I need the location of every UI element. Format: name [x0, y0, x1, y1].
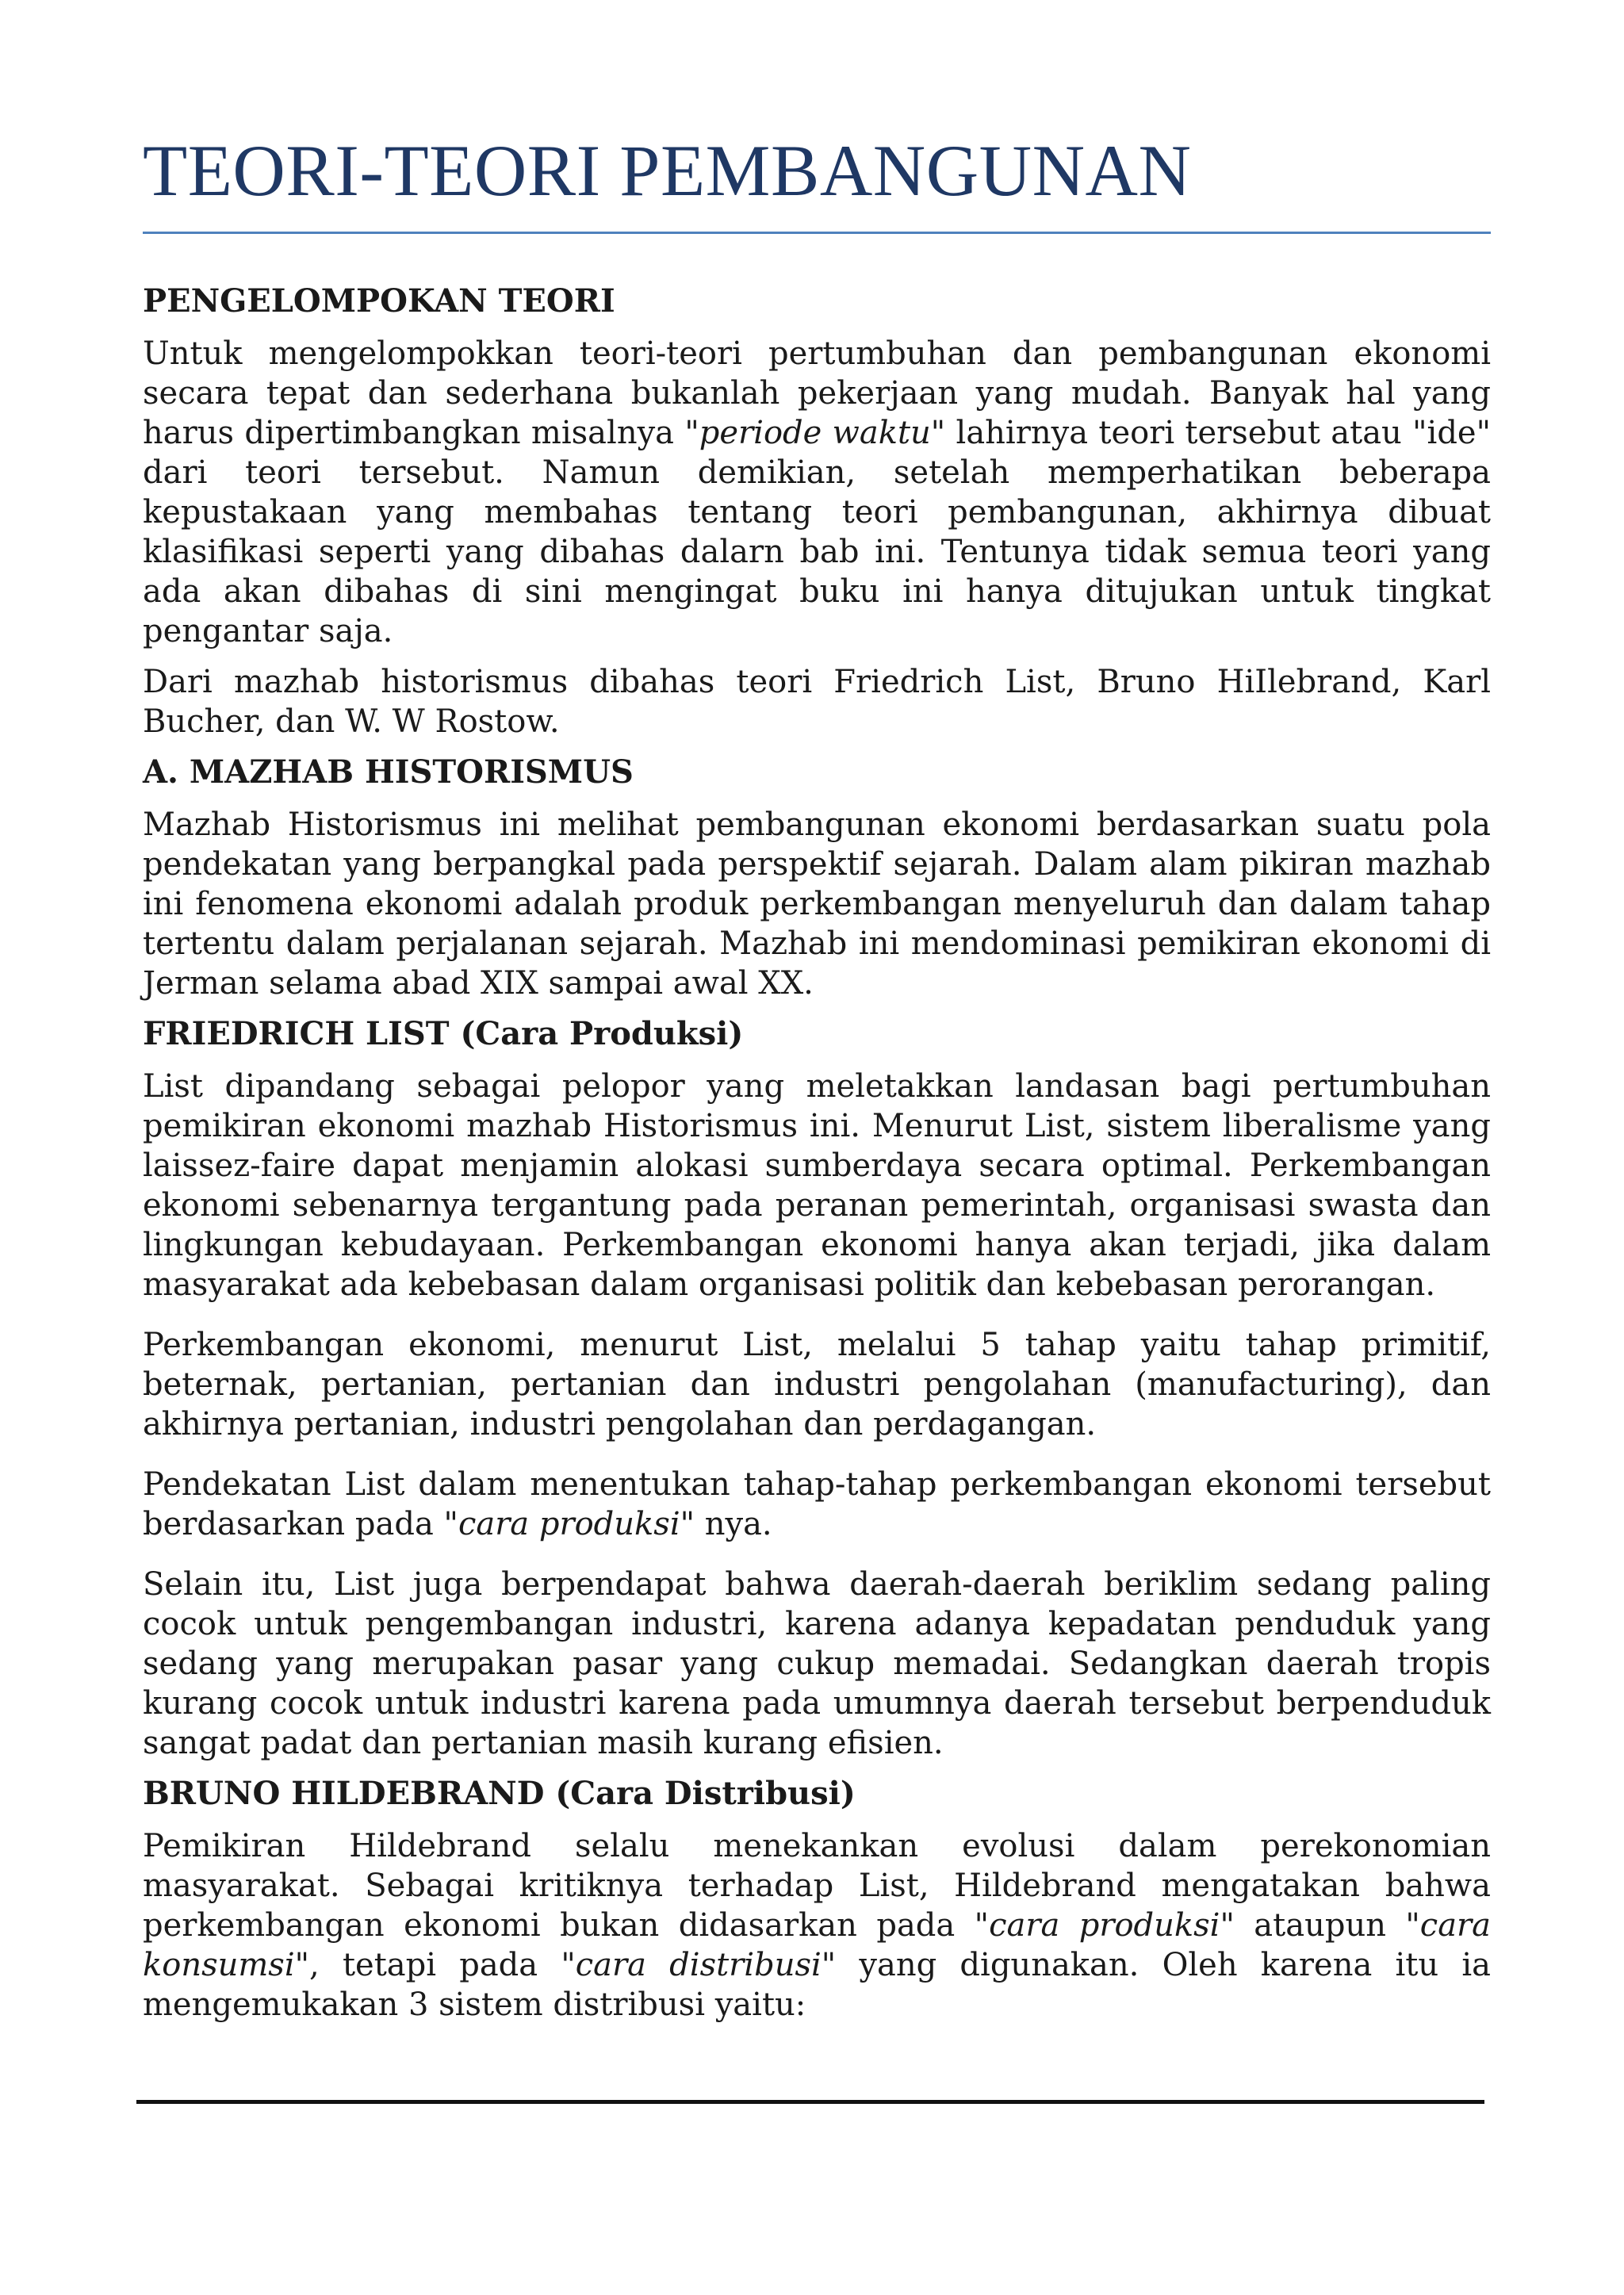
section-pengelompokan-teori: [143, 282, 1491, 741]
footer-divider: [136, 2100, 1484, 2104]
section-mazhab-historismus: [143, 753, 1491, 1003]
section-heading: A. MAZHAB HISTORISMUS: [143, 753, 634, 791]
paragraph: List dipandang sebagai pelopor yang meletakkan landasan bagi pertumbuhan pemikiran ekonomi mazhab Historismus ini. Menurut List, sistem liberalisme yang laissez-faire dapat menjamin alokasi sumberdaya secara optimal. Perkembangan ekonomi sebenarnya tergantung pada peranan pemerintah, organisasi swasta dan lingkungan kebudayaan. Perkembangan ekonomi hanya akan terjadi, jika dalam masyarakat ada kebebasan dalam organisasi politik dan kebebasan perorangan.: [143, 1068, 1491, 1304]
document-page: [143, 127, 1491, 2045]
paragraph: Perkembangan ekonomi, menurut List, melalui 5 tahap yaitu tahap primitif, beternak, pertanian, pertanian dan industri pengolahan (manufacturing), dan akhirnya pertanian, industri pengolahan dan perdagangan.: [143, 1327, 1491, 1443]
paragraph: Untuk mengelompokkan teori-teori pertumbuhan dan pembangunan ekonomi secara tepat dan sederhana bukanlah pekerjaan yang mudah. Banyak hal yang harus dipertimbangkan misalnya "periode waktu" lahirnya teori tersebut atau "ide" dari teori tersebut. Namun demikian, setelah memperhatikan beberapa kepustakaan yang membahas tentang teori pembangunan, akhirnya dibuat klasifikasi seperti yang dibahas dalarn bab ini. Tentunya tidak semua teori yang ada akan dibahas di sini mengingat buku ini hanya ditujukan untuk tingkat pengantar saja.: [143, 335, 1491, 650]
section-friedrich-list: [143, 1014, 1491, 1763]
paragraph: Pemikiran Hildebrand selalu menekankan evolusi dalam perekonomian masyarakat. Sebagai kritiknya terhadap List, Hildebrand mengatakan bahwa perkembangan ekonomi bukan didasarkan pada "cara produksi" ataupun "cara konsumsi", tetapi pada "cara distribusi" yang digunakan. Oleh karena itu ia mengemukakan 3 sistem distribusi yaitu:: [143, 1828, 1492, 2024]
paragraph: Dari mazhab historismus dibahas teori Friedrich List, Bruno HiIlebrand, Karl Bucher, dan W. W Rostow.: [143, 664, 1491, 741]
paragraph: Pendekatan List dalam menentukan tahap-tahap perkembangan ekonomi tersebut berdasarkan pada "cara produksi" nya.: [143, 1466, 1491, 1543]
title-divider: [143, 232, 1491, 234]
section-heading: PENGELOMPOKAN TEORI: [143, 282, 615, 320]
page-title: TEORI-TEORI PEMBANGUNAN: [143, 130, 1192, 211]
section-heading: BRUNO HILDEBRAND (Cara Distribusi): [143, 1775, 856, 1813]
paragraph: Mazhab Historismus ini melihat pembangunan ekonomi berdasarkan suatu pola pendekatan yang berpangkal pada perspektif sejarah. Dalam alam pikiran mazhab ini fenomena ekonomi adalah produk perkembangan menyeluruh dan dalam tahap tertentu dalam perjalanan sejarah. Mazhab ini mendominasi pemikiran ekonomi di Jerman selama abad XIX sampai awal XX.: [143, 807, 1491, 1002]
section-bruno-hildebrand: [143, 1774, 1491, 2025]
paragraph: Selain itu, List juga berpendapat bahwa daerah-daerah beriklim sedang paling cocok untuk pengembangan industri, karena adanya kepadatan penduduk yang sedang yang merupakan pasar yang cukup memadai. Sedangkan daerah tropis kurang cocok untuk industri karena pada umumnya daerah tersebut berpenduduk sangat padat dan pertanian masih kurang efisien.: [143, 1566, 1491, 1762]
section-heading: FRIEDRICH LIST (Cara Produksi): [143, 1015, 744, 1053]
